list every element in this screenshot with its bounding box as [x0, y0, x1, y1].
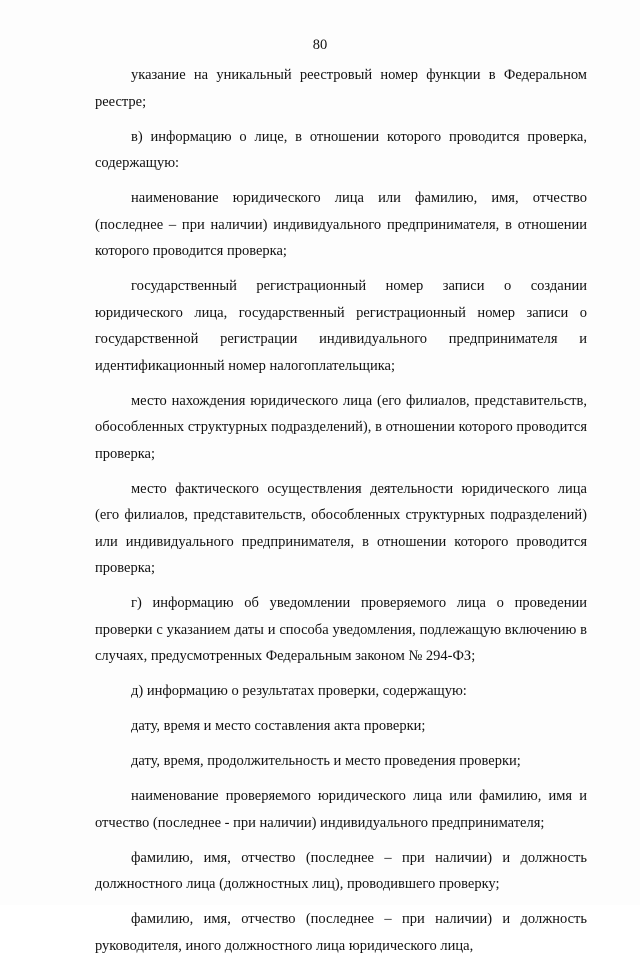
paragraph-manager-name: фамилию, имя, отчество (последнее – при наличии) и должность руководителя, иного должностного лица юридического лица,	[95, 911, 587, 954]
paragraph-inspector-name: фамилию, имя, отчество (последнее – при наличии) и должность должностного лица (должностных лиц), проводившего проверку;	[95, 849, 587, 892]
paragraph-registry-number: указание на уникальный реестровый номер функции в Федеральном реестре;	[95, 67, 587, 110]
paragraph-item-v-person-info: в) информацию о лице, в отношении которого проводится проверка, содержащую:	[95, 128, 587, 171]
page-number: 80	[312, 37, 328, 53]
paragraph-item-g-notification: г) информацию об уведомлении проверяемого лица о проведении проверки с указанием даты и способа уведомления, подлежащую включению в случаях, предусмотренных Федеральным законом № 294-ФЗ;	[95, 595, 587, 664]
paragraph-act-date: дату, время и место составления акта проверки;	[131, 718, 426, 734]
document-body	[95, 62, 587, 968]
paragraph-registration-number: государственный регистрационный номер записи о создании юридического лица, государственный регистрационный номер записи о государственной регистрации индивидуального предпринимателя и идентификационный номер налогоплательщика;	[95, 278, 587, 374]
paragraph-entity-name: наименование юридического лица или фамилию, имя, отчество (последнее – при наличии) индивидуального предпринимателя, в отношении которого проводится проверка;	[95, 190, 587, 259]
paragraph-inspected-entity-name: наименование проверяемого юридического лица или фамилию, имя и отчество (последнее - при наличии) индивидуального предпринимателя;	[95, 788, 587, 831]
paragraph-entity-location: место нахождения юридического лица (его филиалов, представительств, обособленных структурных подразделений), в отношении которого проводится проверка;	[95, 392, 587, 462]
paragraph-actual-activity-place: место фактического осуществления деятельности юридического лица (его филиалов, представительств, обособленных структурных подразделений) или индивидуального предпринимателя, в отношении которого проводится проверка;	[95, 480, 587, 576]
paragraph-inspection-date: дату, время, продолжительность и место проведения проверки;	[131, 753, 521, 769]
paragraph-item-d-results: д) информацию о результатах проверки, содержащую:	[131, 683, 467, 699]
